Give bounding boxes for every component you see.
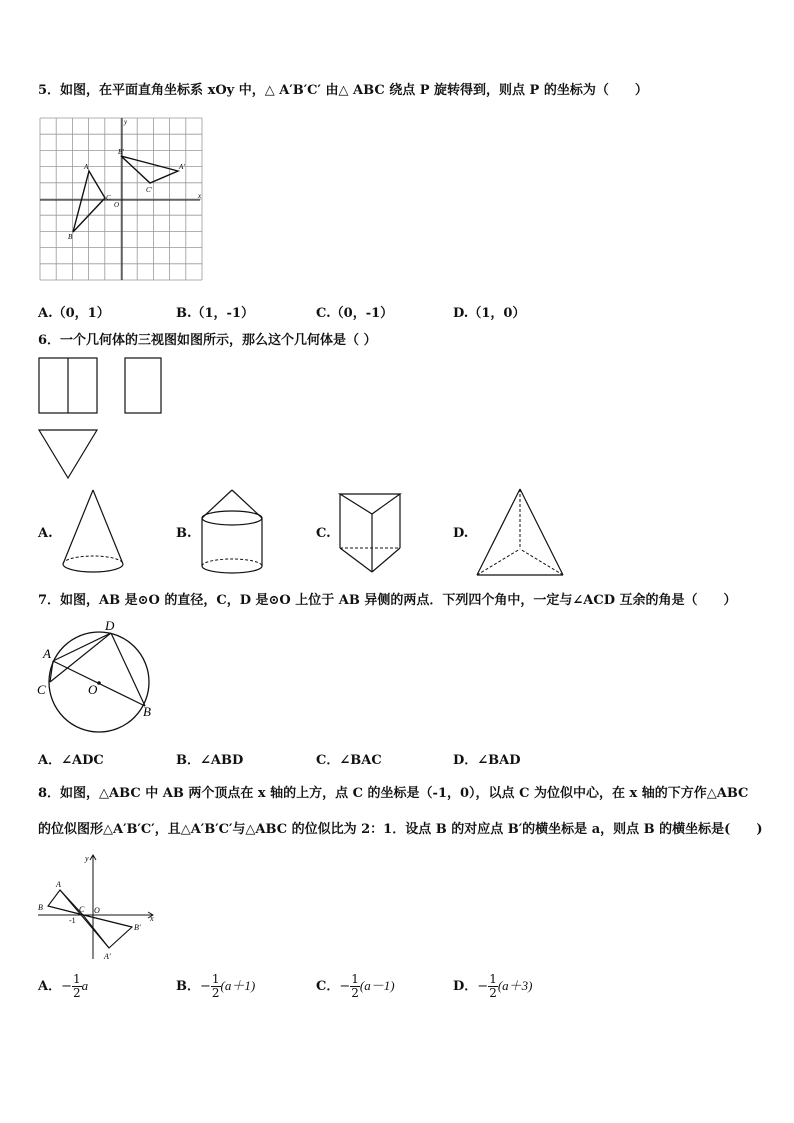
q7-label-c: C [37, 682, 46, 697]
q5-label-o: O [114, 201, 120, 209]
q8-label-c: C [79, 905, 85, 914]
q8-option-b-tail: (a＋1) [220, 978, 256, 993]
q5-option-d[interactable]: D.（1，0） [453, 306, 526, 321]
q8-label-a: A [56, 880, 61, 889]
q8-option-a-tail: a [81, 978, 89, 993]
q8-option-b[interactable] [176, 973, 255, 1000]
q8-option-a[interactable] [38, 973, 88, 1000]
q5-label-a: A [84, 163, 89, 171]
q8-option-a-sign: − [61, 979, 72, 994]
q5-label-b: B [68, 233, 73, 241]
q8-label-y: y [85, 854, 89, 863]
q8-option-d-tail: (a＋3) [497, 978, 533, 993]
q6-stem: 6．一个几何体的三视图如图所示，那么这个几何体是（ ） [38, 333, 377, 348]
q7-option-b[interactable]: B．∠ABD [176, 753, 244, 768]
q8-option-a-letter: A． [38, 979, 62, 994]
q5-label-a1: A′ [179, 163, 185, 171]
q5-label-c1: C′ [146, 186, 153, 194]
q8-label-a1: A′ [104, 952, 111, 961]
q5-option-a[interactable]: A.（0，1） [38, 306, 110, 321]
q7-stem: 7．如图，AB 是⊙O 的直径，C，D 是⊙O 上位于 AB 异侧的两点．下列四个角中，一定与∠ACD 互余的角是（ ） [38, 593, 737, 608]
q8-stem-line1: 8．如图，△ABC 中 AB 两个顶点在 x 轴的上方，点 C 的坐标是（-1，0），以点 C 为位似中心，在 x 轴的下方作△ABC [38, 786, 749, 801]
q5-stem: 5．如图，在平面直角坐标系 xOy 中，△ A′B′C′ 由△ ABC 绕点 P 旋转得到，则点 P 的坐标为（ ） [38, 83, 648, 98]
q8-option-b-sign: − [200, 979, 211, 994]
q7-label-d: D [105, 618, 115, 633]
q6-option-b[interactable]: B. [176, 526, 192, 541]
q6-option-c[interactable]: C. [316, 526, 331, 541]
q8-label-o: O [94, 906, 100, 915]
q8-option-b-letter: B． [176, 979, 200, 994]
q7-circle-figure [35, 616, 160, 736]
q7-label-a: A [43, 646, 51, 661]
q8-option-c-letter: C． [316, 979, 340, 994]
q5-label-y: y [124, 118, 128, 126]
q8-option-c-sign: − [339, 979, 351, 994]
q8-label-neg1: -1 [69, 916, 76, 925]
q5-label-x: x [198, 192, 202, 200]
side-view [125, 358, 161, 413]
q8-stem-line2: 的位似图形△A′B′C′，且△A′B′C′与△ABC 的位似比为 2：1．设点 B 的对应点 B′的横坐标是 a，则点 B 的横坐标是( ) [38, 822, 763, 837]
q6-cone-figure[interactable] [60, 488, 130, 578]
q8-similar-figure [38, 853, 163, 963]
q8-option-d[interactable] [453, 973, 533, 1000]
q8-option-c-tail: (a－1) [359, 978, 395, 993]
q8-option-d-fraction: $\frac{1}{2}$ [489, 972, 497, 1000]
q8-option-a-fraction: $\frac{1}{2}$ [73, 972, 81, 1000]
q8-triangle-a1b1c1 [83, 915, 132, 948]
q7-label-o: O [88, 682, 98, 697]
q6-pyramid-figure[interactable] [475, 487, 567, 579]
q8-label-x: x [150, 914, 154, 923]
q8-label-b1: B′ [134, 923, 141, 932]
q7-option-d[interactable]: D．∠BAD [453, 753, 521, 768]
q6-option-d[interactable]: D. [453, 526, 469, 541]
q5-label-c: C [106, 194, 111, 202]
top-view [39, 430, 97, 478]
q8-option-b-fraction: $\frac{1}{2}$ [211, 972, 220, 1000]
q7-option-c[interactable]: C．∠BAC [316, 753, 382, 768]
q7-option-a[interactable]: A．∠ADC [38, 753, 104, 768]
q5-grid [40, 118, 202, 280]
q8-option-c[interactable] [316, 973, 395, 1000]
q5-label-b1: B′ [118, 148, 124, 156]
q6-prism-figure[interactable] [338, 490, 408, 580]
q8-option-d-sign: − [477, 979, 489, 994]
q6-three-views [38, 356, 168, 486]
q6-cylinder-cone-figure[interactable] [198, 488, 268, 580]
q5-option-b[interactable]: B.（1，-1） [176, 306, 255, 321]
q5-option-c[interactable]: C.（0，-1） [316, 306, 394, 321]
q7-label-b: B [143, 704, 151, 719]
q8-label-b: B [38, 903, 43, 912]
q7-center-dot [97, 681, 101, 685]
q5-triangle-abc [73, 171, 105, 232]
q8-option-d-letter: D． [453, 979, 478, 994]
q6-option-a[interactable]: A. [38, 526, 53, 541]
q8-option-c-fraction: $\frac{1}{2}$ [351, 972, 359, 1000]
q5-grid-figure [40, 118, 202, 282]
